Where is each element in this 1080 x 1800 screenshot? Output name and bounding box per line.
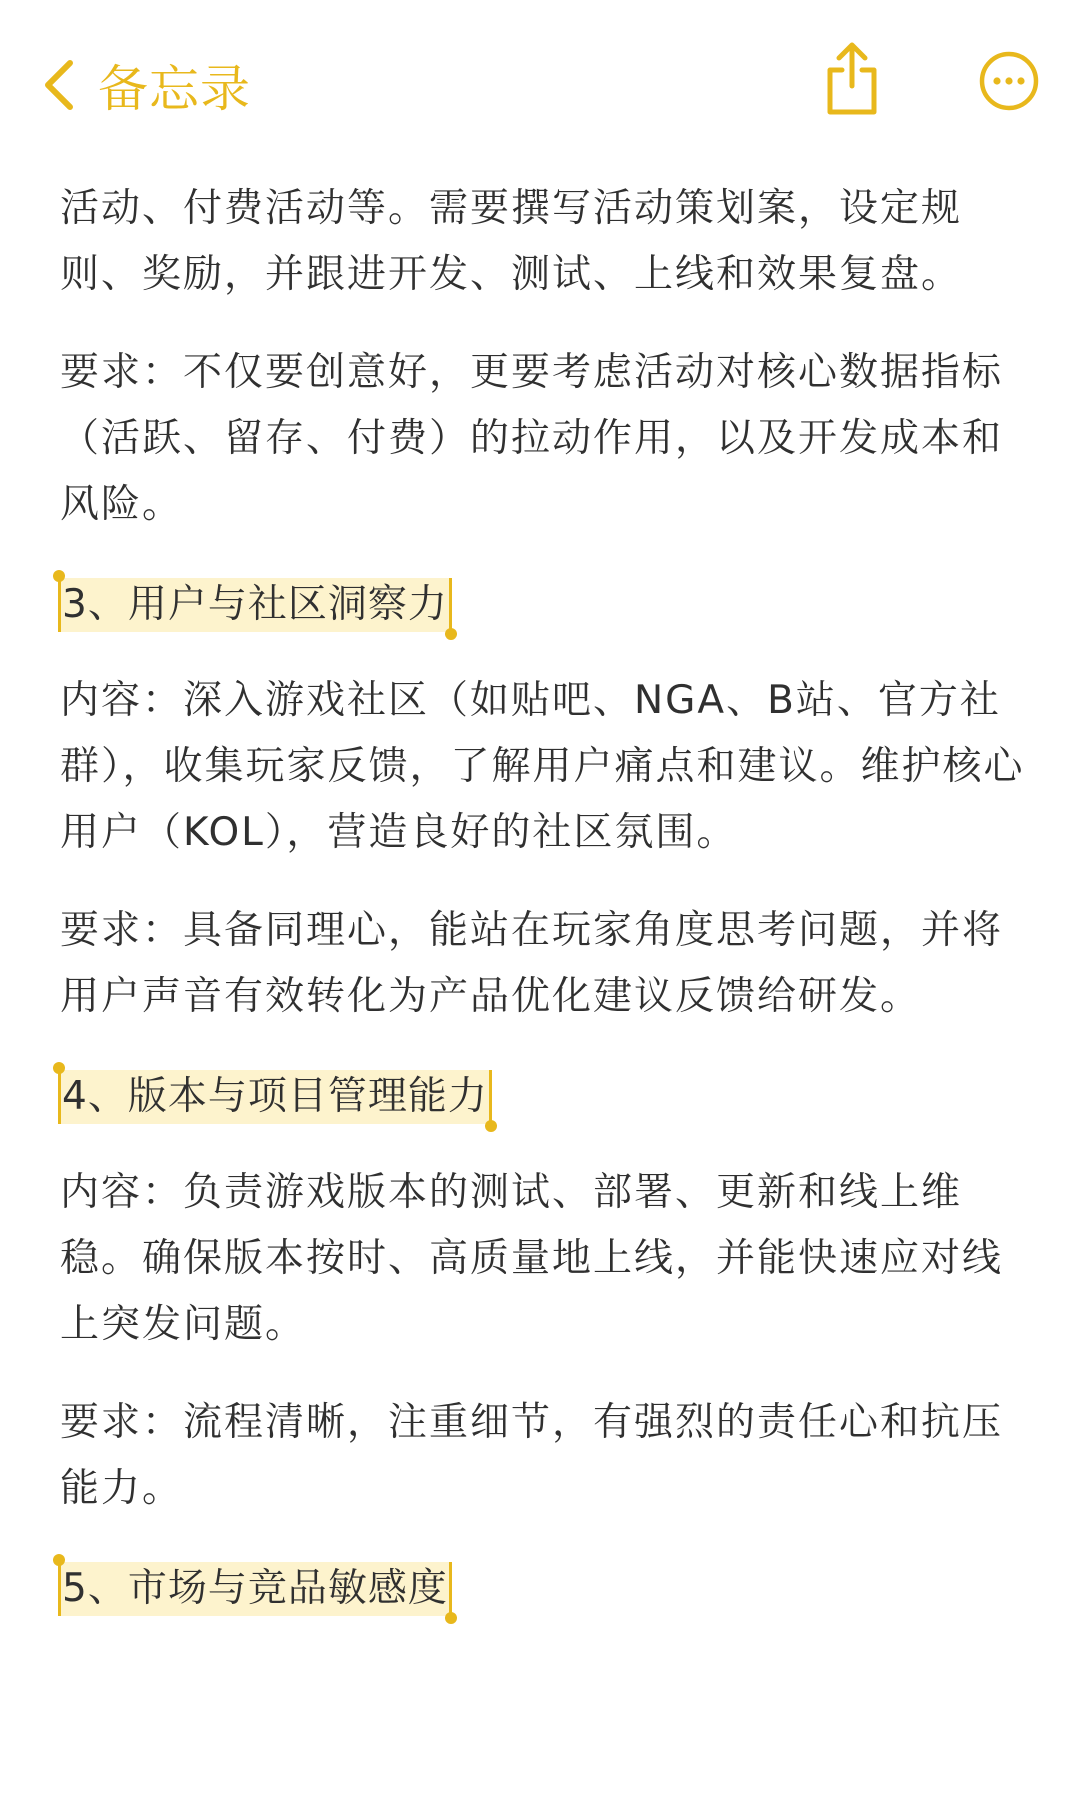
back-button[interactable] [40,45,251,125]
selection-handle-start[interactable] [58,578,61,632]
heading-text: 4、版本与项目管理能力 [62,1074,488,1119]
note-paragraph: 要求：具备同理心，能站在玩家角度思考问题，并将用户声音有效转化为产品优化建议反馈给研发。 [60,908,1004,1019]
selection-handle-end-dot[interactable] [445,628,457,640]
selection-handle-end-dot[interactable] [485,1120,497,1132]
share-icon [820,38,884,118]
selection-handle-start[interactable] [58,1070,61,1124]
note-paragraph: 要求：不仅要创意好，更要考虑活动对核心数据指标（活跃、留存、付费）的拉动作用，以及开发成本和风险。 [60,350,1004,527]
heading-text: 3、用户与社区洞察力 [62,582,448,627]
selection-handle-end[interactable] [489,1070,492,1124]
selection-handle-end-dot[interactable] [445,1612,457,1624]
note-paragraph: 活动、付费活动等。需要撰写活动策划案，设定规则、奖励，并跟进开发、测试、上线和效果复盘。 [60,186,963,297]
selection-handle-end[interactable] [449,1562,452,1616]
navigation-bar [0,0,1080,160]
chevron-left-icon [40,57,80,113]
more-button[interactable] [978,50,1040,112]
note-paragraph: 内容：负责游戏版本的测试、部署、更新和线上维稳。确保版本按时、高质量地上线，并能快速应对线上突发问题。 [60,1170,1004,1347]
back-button-label: 备忘录 [98,60,251,118]
note-paragraph: 内容：深入游戏社区（如贴吧、NGA、B站、官方社群），收集玩家反馈，了解用户痛点和建议。维护核心用户（KOL），营造良好的社区氛围。 [60,678,1025,855]
share-button[interactable] [820,38,884,118]
selected-heading[interactable] [60,1070,490,1124]
heading-text: 5、市场与竞品敏感度 [62,1566,448,1611]
selection-handle-end[interactable] [449,578,452,632]
selected-heading[interactable] [60,1562,450,1616]
selection-handle-start-dot[interactable] [53,1062,65,1074]
ellipsis-circle-icon [978,50,1040,112]
selection-handle-start-dot[interactable] [53,570,65,582]
note-body[interactable] [60,176,1032,1616]
selected-heading[interactable] [60,578,450,632]
selection-handle-start-dot[interactable] [53,1554,65,1566]
note-paragraph: 要求：流程清晰，注重细节，有强烈的责任心和抗压能力。 [60,1400,1004,1511]
selection-handle-start[interactable] [58,1562,61,1616]
